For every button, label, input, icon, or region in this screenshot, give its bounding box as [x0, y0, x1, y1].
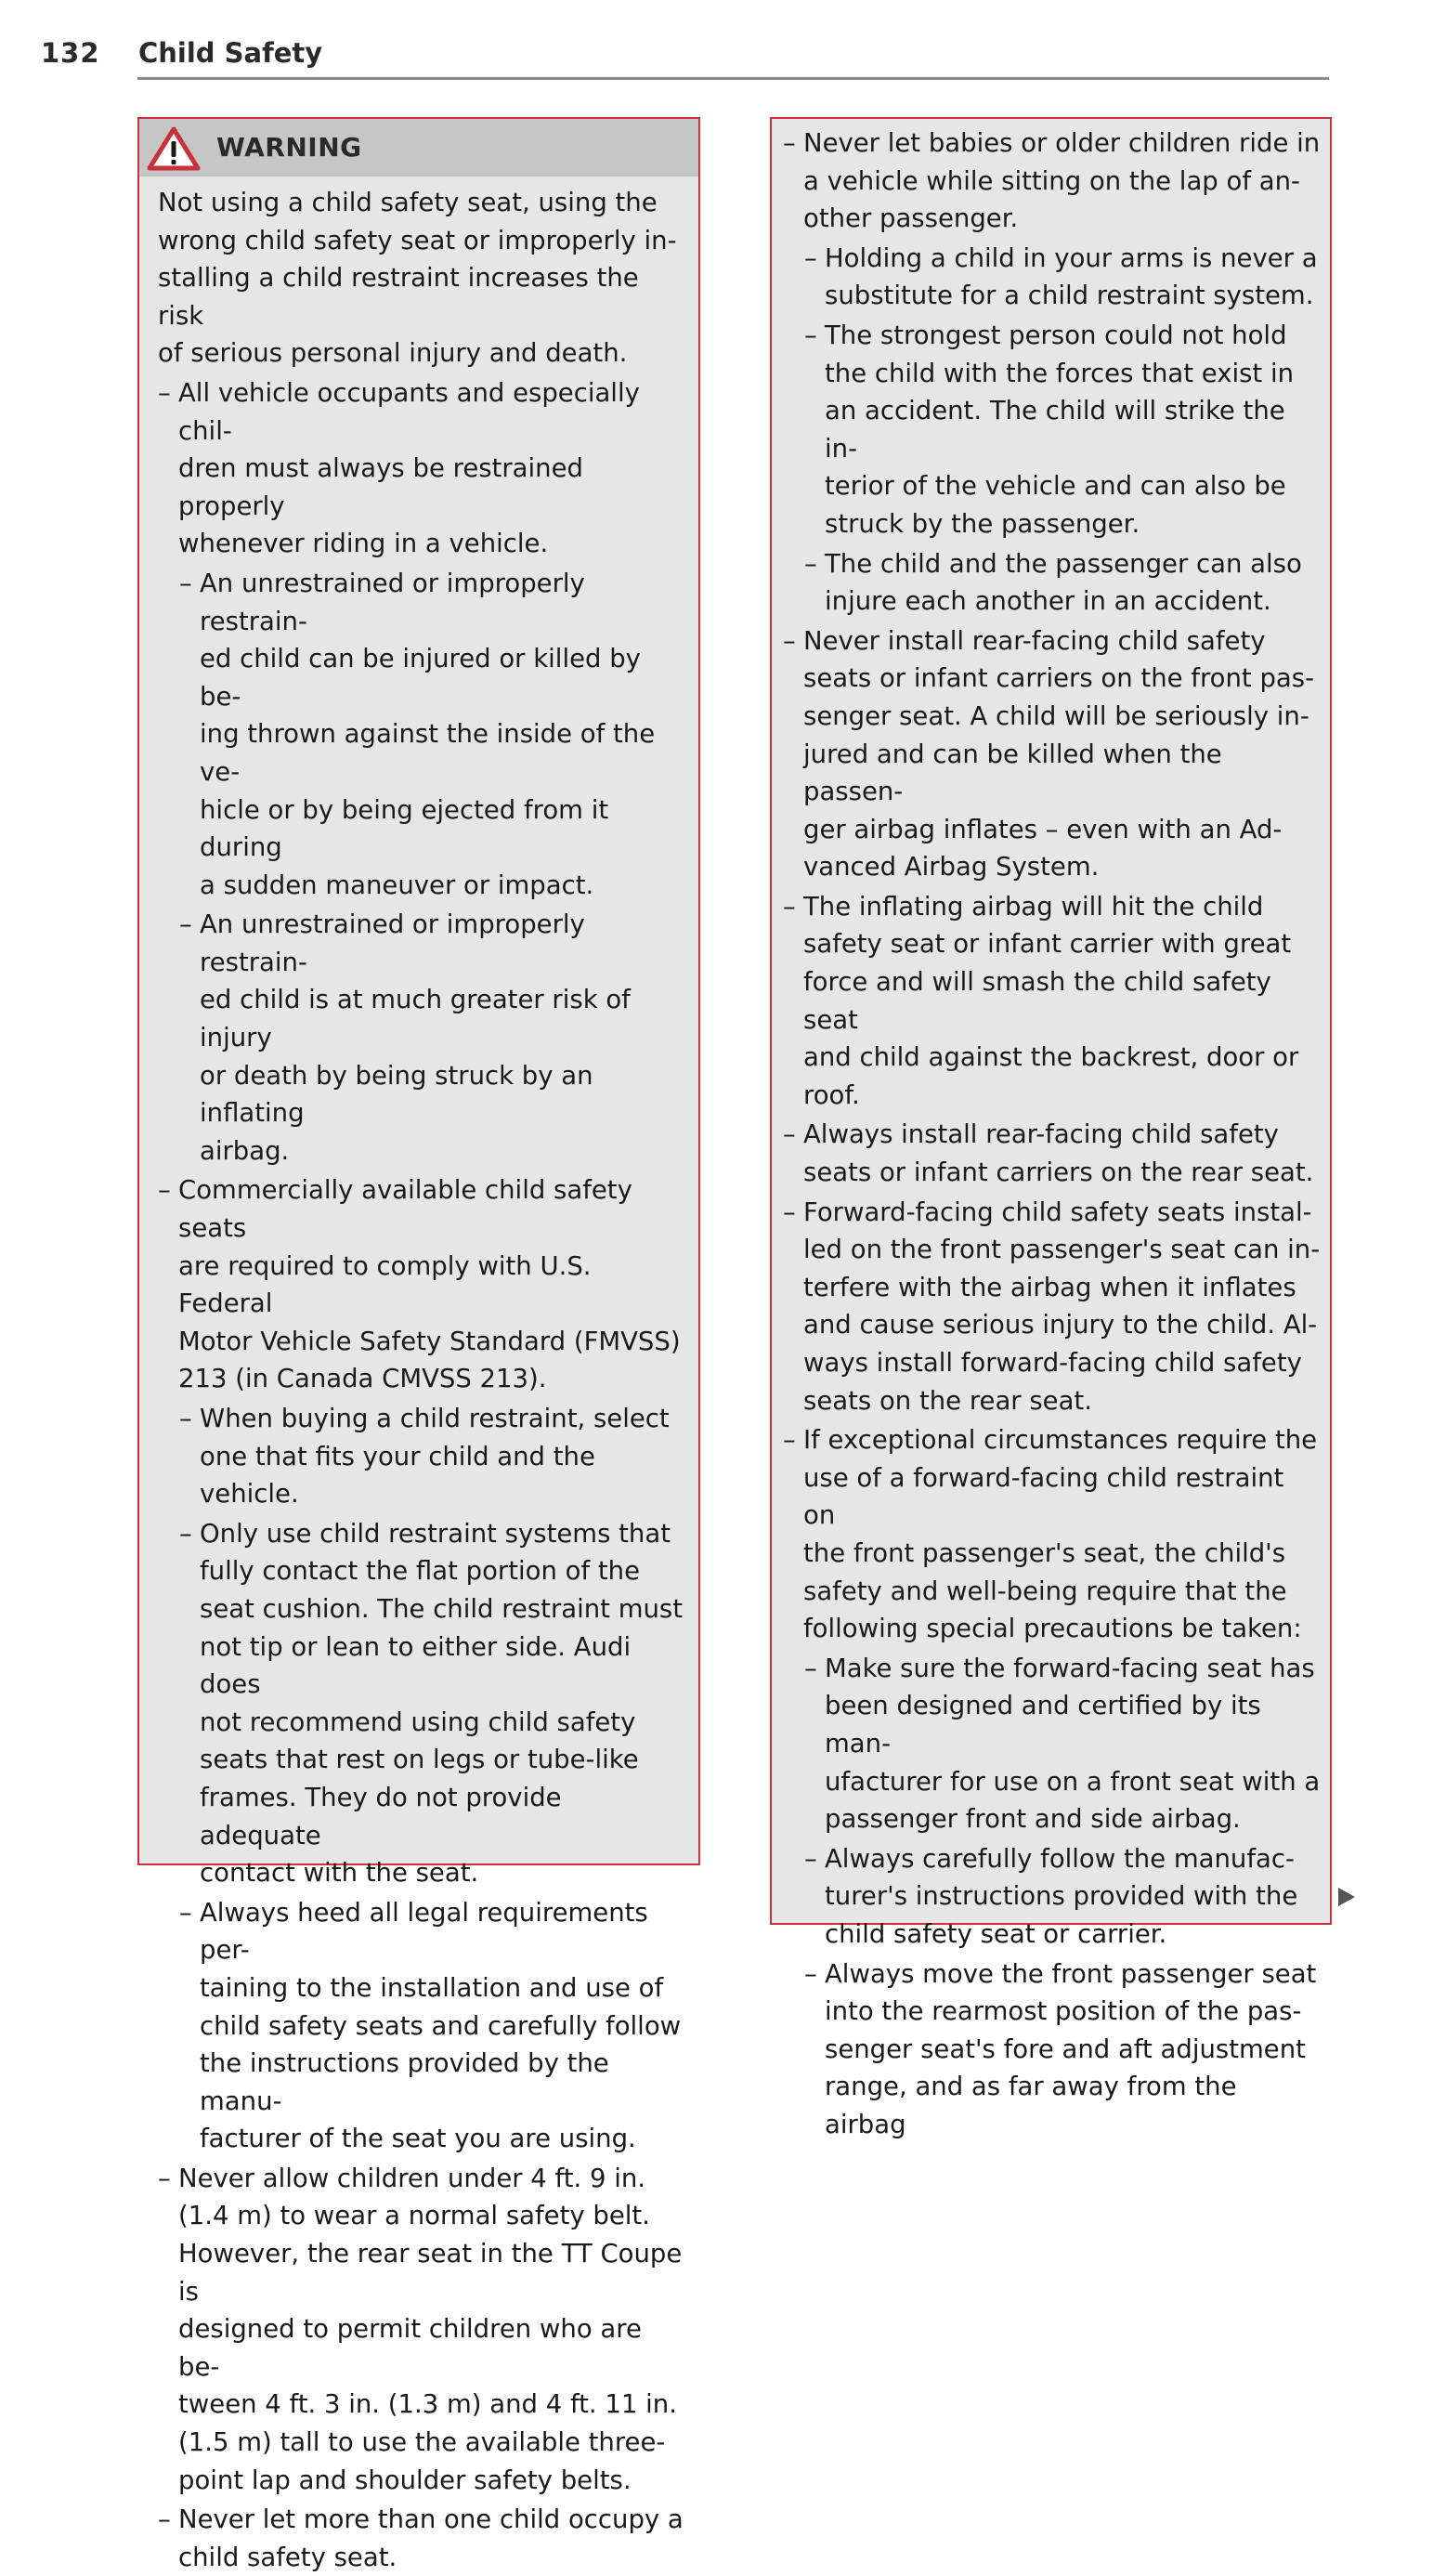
list-dash: –: [804, 548, 817, 579]
text-line: Only use child restraint systems that: [200, 1518, 671, 1549]
list-dash: –: [804, 320, 817, 350]
list-item: [783, 1116, 1321, 1191]
text-line: However, the rear seat in the TT Coupe is: [178, 2239, 683, 2307]
list-dash: –: [179, 568, 192, 598]
text-line: Always move the front passenger seat: [825, 1958, 1317, 1989]
text-line: use of a forward-facing child restraint on: [803, 1462, 1284, 1531]
list-dash: –: [158, 2163, 171, 2193]
text-line: terfere with the airbag when it inflates: [803, 1272, 1296, 1302]
text-line: seats or infant carriers on the rear seat.: [803, 1157, 1314, 1188]
list-dash: –: [783, 891, 796, 922]
text-line: roof.: [803, 1079, 860, 1110]
text-line: safety seat or infant carrier with great: [803, 929, 1292, 960]
text-line: following special precautions be taken:: [803, 1614, 1302, 1644]
text-line: a vehicle while sitting on the lap of an-: [803, 165, 1300, 196]
text-line: The inflating airbag will hit the child: [803, 891, 1264, 922]
list-dash: –: [804, 1843, 817, 1874]
text-line: (1.4 m) to wear a normal safety belt.: [178, 2201, 650, 2231]
text-line: Never install rear-facing child safety: [803, 625, 1266, 656]
text-line: Always carefully follow the manufac-: [825, 1843, 1295, 1874]
text-line: All vehicle occupants and especially chil-: [178, 377, 640, 446]
text-line: jured and can be killed when the passen-: [803, 739, 1222, 807]
text-line: seats that rest on legs or tube-like: [200, 1745, 639, 1775]
list-dash: –: [179, 1404, 192, 1433]
text-line: safety and well-being require that the: [803, 1576, 1287, 1606]
sub-list-item: [783, 1650, 1321, 1838]
text-line: force and will smash the child safety seat: [803, 967, 1271, 1035]
warning-box-left: [137, 117, 700, 2572]
text-line: the instructions provided by the manu-: [200, 2048, 609, 2116]
sub-list-item: [783, 317, 1321, 543]
text-line: vanced Airbag System.: [803, 852, 1100, 883]
list-dash: –: [783, 128, 796, 158]
text-line: seat cushion. The child restraint must: [200, 1593, 684, 1624]
text-line: whenever riding in a vehicle.: [178, 529, 549, 559]
text-line: not recommend using child safety: [200, 1706, 636, 1737]
text-line: seats on the rear seat.: [803, 1385, 1092, 1416]
sub-list-item: [158, 1515, 687, 1892]
text-line: other passenger.: [803, 203, 1019, 234]
list-item: [783, 622, 1321, 886]
text-line: child safety seat.: [178, 2542, 397, 2572]
section-title: Child Safety: [138, 37, 323, 69]
warning-title: WARNING: [216, 132, 362, 163]
text-line: Always heed all legal requirements per-: [200, 1897, 648, 1966]
warning-header: [139, 119, 698, 177]
list-dash: –: [783, 1425, 796, 1456]
list-dash: –: [158, 377, 171, 408]
list-dash: –: [179, 909, 192, 940]
list-item: [783, 1421, 1321, 1648]
text-line: led on the front passenger's seat can in-: [803, 1235, 1321, 1265]
continue-arrow-icon: [1338, 1888, 1355, 1906]
text-line: Always install rear-facing child safety: [803, 1119, 1279, 1150]
sub-list-item: [783, 1955, 1321, 2144]
sub-list-item: [783, 545, 1321, 621]
text-line: An unrestrained or improperly restrain-: [200, 909, 585, 977]
text-line: Holding a child in your arms is never a: [825, 242, 1318, 273]
list-dash: –: [804, 242, 817, 273]
sub-list-item: [158, 1400, 687, 1513]
text-line: and child against the backrest, door or: [803, 1042, 1299, 1073]
text-line: Not using a child safety seat, using the: [158, 188, 658, 217]
text-line: frames. They do not provide adequate: [200, 1782, 562, 1850]
text-line: (1.5 m) tall to use the available three-: [178, 2427, 666, 2458]
text-line: ger airbag inflates – even with an Ad-: [803, 814, 1283, 844]
text-line: turer's instructions provided with the: [825, 1881, 1298, 1912]
text-line: ways install forward-facing child safety: [803, 1348, 1302, 1378]
text-line: the child with the forces that exist in: [825, 358, 1295, 388]
warning-box-right: [770, 117, 1332, 2139]
text-line: dren must always be restrained properly: [178, 453, 583, 521]
list-item: [783, 124, 1321, 238]
text-line: Make sure the forward-facing seat has: [825, 1653, 1315, 1683]
list-item: [158, 1171, 687, 1398]
warning-triangle-icon: [147, 126, 201, 171]
text-line: into the rearmost position of the pas-: [825, 1996, 1302, 2027]
text-line: ing thrown against the inside of the ve-: [200, 719, 656, 787]
text-line: injure each another in an accident.: [825, 586, 1271, 617]
text-line: range, and as far away from the airbag: [825, 2072, 1237, 2139]
text-line: are required to comply with U.S. Federal: [178, 1250, 592, 1319]
text-line: an accident. The child will strike the in-: [825, 396, 1285, 464]
list-item: [158, 2160, 687, 2499]
page-number: 132: [41, 37, 100, 69]
text-line: The child and the passenger can also: [825, 548, 1302, 579]
text-line: The strongest person could not hold: [825, 320, 1287, 350]
text-line: point lap and shoulder safety belts.: [178, 2465, 632, 2495]
list-dash: –: [179, 1518, 192, 1549]
list-dash: –: [804, 1958, 817, 1989]
list-dash: –: [783, 1119, 796, 1150]
text-line: An unrestrained or improperly restrain-: [200, 568, 585, 636]
text-line: a sudden maneuver or impact.: [200, 870, 594, 900]
list-dash: –: [804, 1653, 817, 1683]
text-line: fully contact the flat portion of the: [200, 1556, 641, 1587]
sub-list-item: [158, 565, 687, 904]
list-item: [783, 1194, 1321, 1420]
sub-list-item: [158, 1894, 687, 2158]
text-line: of serious personal injury and death.: [158, 338, 628, 369]
text-line: senger seat's fore and aft adjustment: [825, 2033, 1306, 2064]
text-line: Commercially available child safety seats: [178, 1175, 632, 1244]
header-rule: [137, 77, 1329, 80]
text-line: terior of the vehicle and can also be: [825, 471, 1286, 502]
text-line: tween 4 ft. 3 in. (1.3 m) and 4 ft. 11 in.: [178, 2389, 677, 2420]
text-line: Forward-facing child safety seats instal-: [803, 1196, 1312, 1227]
text-line: If exceptional circumstances require the: [803, 1425, 1318, 1456]
list-dash: –: [158, 1175, 171, 1206]
text-line: been designed and certified by its man-: [825, 1691, 1261, 1759]
text-line: passenger front and side airbag.: [825, 1804, 1241, 1835]
text-line: and cause serious injury to the child. Al-: [803, 1310, 1318, 1340]
text-line: Never let babies or older children ride in: [803, 128, 1321, 158]
text-line: child safety seat or carrier.: [825, 1918, 1167, 1949]
text-line: hicle or by being ejected from it during: [200, 794, 609, 863]
text-line: senger seat. A child will be seriously in-: [803, 700, 1309, 731]
sub-list-item: [783, 240, 1321, 315]
text-line: struck by the passenger.: [825, 508, 1140, 539]
text-line: Never let more than one child occupy a: [178, 2504, 684, 2535]
text-line: seats or infant carriers on the front pas-: [803, 663, 1314, 694]
list-item: [783, 888, 1321, 1115]
text-line: Motor Vehicle Safety Standard (FMVSS): [178, 1326, 681, 1356]
text-line: substitute for a child restraint system.: [825, 281, 1314, 311]
text-line: taining to the installation and use of: [200, 1972, 664, 2003]
text-line: When buying a child restraint, select: [200, 1404, 670, 1433]
list-dash: –: [783, 1196, 796, 1227]
text-line: airbag.: [200, 1135, 290, 1166]
text-line: contact with the seat.: [200, 1858, 479, 1889]
warning-left-content: [139, 177, 698, 2576]
text-line: Never allow children under 4 ft. 9 in.: [178, 2163, 646, 2193]
text-line: the front passenger's seat, the child's: [803, 1537, 1286, 1568]
warning-intro: [158, 184, 687, 373]
text-line: or death by being struck by an inflating: [200, 1060, 593, 1129]
text-line: one that fits your child and the vehicle.: [200, 1441, 595, 1510]
text-line: facturer of the seat you are using.: [200, 2124, 636, 2154]
text-line: ed child is at much greater risk of injury: [200, 985, 631, 1053]
sub-list-item: [158, 906, 687, 1170]
text-line: ufacturer for use on a front seat with a: [825, 1766, 1321, 1797]
list-dash: –: [158, 2504, 171, 2535]
text-line: not tip or lean to either side. Audi does: [200, 1631, 632, 1700]
text-line: designed to permit children who are be-: [178, 2314, 642, 2382]
list-dash: –: [179, 1897, 192, 1928]
text-line: ed child can be injured or killed by be-: [200, 644, 641, 712]
sub-list-item: [783, 1840, 1321, 1954]
text-line: wrong child safety seat or improperly in-: [158, 225, 677, 255]
text-line: 213 (in Canada CMVSS 213).: [178, 1364, 547, 1394]
text-line: stalling a child restraint increases the risk: [158, 263, 639, 331]
page-header: [41, 37, 1332, 80]
warning-right-content: [772, 119, 1330, 2143]
text-line: child safety seats and carefully follow: [200, 2010, 682, 2041]
list-item: [158, 2501, 687, 2576]
list-item: [158, 374, 687, 563]
list-dash: –: [783, 625, 796, 656]
